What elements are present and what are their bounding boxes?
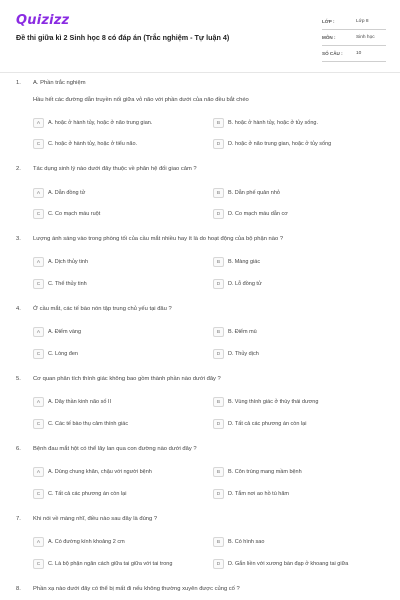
option-letter: A	[33, 537, 44, 547]
option-text: C. hoặc ở hành tủy, hoặc ở tiểu não.	[48, 141, 138, 147]
option-text: D. Lỗ đồng tử	[228, 281, 262, 287]
option-text: A. Có đường kính khoảng 2 cm	[48, 539, 125, 545]
option-text: B. Côn trùng mang mầm bệnh	[228, 469, 302, 475]
option-c[interactable]	[33, 348, 78, 360]
header	[0, 0, 400, 66]
option-letter: C	[33, 489, 44, 499]
option-letter: A	[33, 257, 44, 267]
option-letter: C	[33, 209, 44, 219]
option-text: C. Tất cả các phương án còn lại	[48, 491, 127, 497]
option-text: D. Co mạch máu dẫn cơ	[228, 211, 288, 217]
question-number: 2.	[16, 166, 21, 172]
option-letter: A	[33, 327, 44, 337]
question-number: 7.	[16, 516, 21, 522]
meta-label: MÔN :	[322, 35, 336, 40]
option-a[interactable]	[33, 187, 85, 199]
option-b[interactable]	[213, 466, 302, 478]
option-text: B. Có hình sao	[228, 539, 265, 545]
option-a[interactable]	[33, 466, 152, 478]
meta-value: Lớp 8	[356, 19, 369, 24]
option-d[interactable]	[213, 138, 331, 150]
question-number: 3.	[16, 236, 21, 242]
question-text: Cơ quan phân tích thính giác không bao gồm thành phần nào dưới đây ?	[33, 376, 221, 382]
divider	[0, 72, 400, 73]
option-text: A. hoặc ở hành tủy, hoặc ở não trung gian.	[48, 120, 153, 126]
meta-value: 10	[356, 51, 362, 56]
option-d[interactable]	[213, 558, 348, 570]
meta-label: LỚP :	[322, 19, 335, 24]
meta-row-subject	[322, 30, 386, 46]
option-b[interactable]	[213, 326, 257, 338]
question-subtext: Hầu hết các đường dẫn truyền nối giữa vỏ não với phần dưới của não đều bắt chéo	[33, 97, 249, 103]
option-c[interactable]	[33, 138, 137, 150]
option-d[interactable]	[213, 208, 288, 220]
option-b[interactable]	[213, 536, 264, 548]
option-text: B. Vùng thính giác ở thùy thái dương	[228, 399, 319, 405]
option-text: A. Dùng chung khăn, chậu với người bệnh	[48, 469, 152, 475]
option-text: C. Co mạch máu ruột	[48, 211, 101, 217]
question-number: 8.	[16, 586, 21, 592]
option-letter: D	[213, 209, 224, 219]
option-b[interactable]	[213, 396, 318, 408]
option-text: D. Tất cả các phương án còn lại	[228, 421, 307, 427]
question-text: Tác dụng sinh lý nào dưới đây thuộc về phân hệ đối giao cảm ?	[33, 166, 197, 172]
meta-label: SỐ CÂU :	[322, 51, 343, 56]
option-letter: A	[33, 397, 44, 407]
option-c[interactable]	[33, 488, 126, 500]
option-text: D. Tắm nơi ao hồ tù hãm	[228, 491, 289, 497]
option-letter: B	[213, 118, 224, 128]
option-text: D. hoặc ở não trung gian, hoặc ở tủy sống	[228, 141, 332, 147]
option-text: B. Màng giác	[228, 259, 261, 265]
option-b[interactable]	[213, 187, 280, 199]
option-text: C. Lòng đen	[48, 351, 78, 357]
option-b[interactable]	[213, 256, 260, 268]
option-c[interactable]	[33, 208, 100, 220]
option-text: A. Dẫn đồng tử	[48, 190, 86, 196]
meta-table	[322, 14, 386, 62]
option-a[interactable]	[33, 536, 125, 548]
option-letter: C	[33, 349, 44, 359]
option-letter: D	[213, 489, 224, 499]
question-text: Ở cầu mắt, các tế bào nón tập trung chủ yếu tại đâu ?	[33, 306, 172, 312]
option-c[interactable]	[33, 558, 172, 570]
option-a[interactable]	[33, 117, 152, 129]
option-text: C. Thể thủy tinh	[48, 281, 87, 287]
option-text: B. Điểm mù	[228, 329, 257, 335]
option-d[interactable]	[213, 278, 262, 290]
option-letter: C	[33, 279, 44, 289]
option-text: A. Điểm vàng	[48, 329, 82, 335]
question-number: 1.	[16, 80, 21, 86]
quizizz-logo[interactable]: Quizizz	[16, 13, 70, 28]
option-letter: C	[33, 139, 44, 149]
option-d[interactable]	[213, 418, 306, 430]
option-letter: B	[213, 257, 224, 267]
option-text: B. Dẫn phế quản nhỏ	[228, 190, 280, 196]
option-letter: B	[213, 188, 224, 198]
option-d[interactable]	[213, 488, 289, 500]
question-number: 5.	[16, 376, 21, 382]
option-text: C. Các tế bào thụ cảm thính giác	[48, 421, 129, 427]
option-a[interactable]	[33, 326, 81, 338]
option-letter: A	[33, 188, 44, 198]
option-letter: B	[213, 397, 224, 407]
option-letter: D	[213, 279, 224, 289]
option-text: D. Gắn liền với xương bàn đạp ở khoang tai giữa	[228, 561, 349, 567]
option-text: A. Dây thần kinh não số II	[48, 399, 111, 405]
question-text: Phần xạ nào dưới đây có thể bị mất đi nếu không thường xuyên được củng cố ?	[33, 586, 240, 592]
question-number: 6.	[16, 446, 21, 452]
option-letter: D	[213, 349, 224, 359]
page-title: Đề thi giữa kì 2 Sinh học 8 có đáp án (Trắc nghiệm - Tự luận 4)	[16, 33, 230, 42]
option-text: C. Là bộ phận ngăn cách giữa tai giữa với tai trong	[48, 561, 173, 567]
option-letter: D	[213, 419, 224, 429]
meta-value: Sinh học	[356, 35, 375, 40]
option-letter: A	[33, 118, 44, 128]
option-a[interactable]	[33, 396, 111, 408]
option-text: D. Thủy dịch	[228, 351, 259, 357]
question-text: Khi nói về màng nhĩ, điều nào sau đây là đúng ?	[33, 516, 158, 522]
option-letter: C	[33, 419, 44, 429]
option-d[interactable]	[213, 348, 259, 360]
question-text: Bệnh đau mắt hột có thể lây lan qua con đường nào dưới đây ?	[33, 446, 197, 452]
option-c[interactable]	[33, 278, 87, 290]
question-text: A. Phần trắc nghiệm	[33, 80, 86, 86]
meta-row-class	[322, 14, 386, 30]
option-text: B. hoặc ở hành tủy, hoặc ở tủy sống.	[228, 120, 318, 126]
meta-row-count	[322, 46, 386, 62]
question-text: Lượng ánh sáng vào trong phòng tối của cầu mắt nhiều hay ít là do hoạt động của bộ phận nào ?	[33, 236, 284, 242]
option-letter: D	[213, 559, 224, 569]
option-text: A. Dịch thủy tinh	[48, 259, 89, 265]
option-letter: A	[33, 467, 44, 477]
option-c[interactable]	[33, 418, 128, 430]
question-number: 4.	[16, 306, 21, 312]
option-letter: B	[213, 467, 224, 477]
option-a[interactable]	[33, 256, 88, 268]
option-letter: D	[213, 139, 224, 149]
option-b[interactable]	[213, 117, 318, 129]
option-letter: B	[213, 537, 224, 547]
option-letter: B	[213, 327, 224, 337]
option-letter: C	[33, 559, 44, 569]
